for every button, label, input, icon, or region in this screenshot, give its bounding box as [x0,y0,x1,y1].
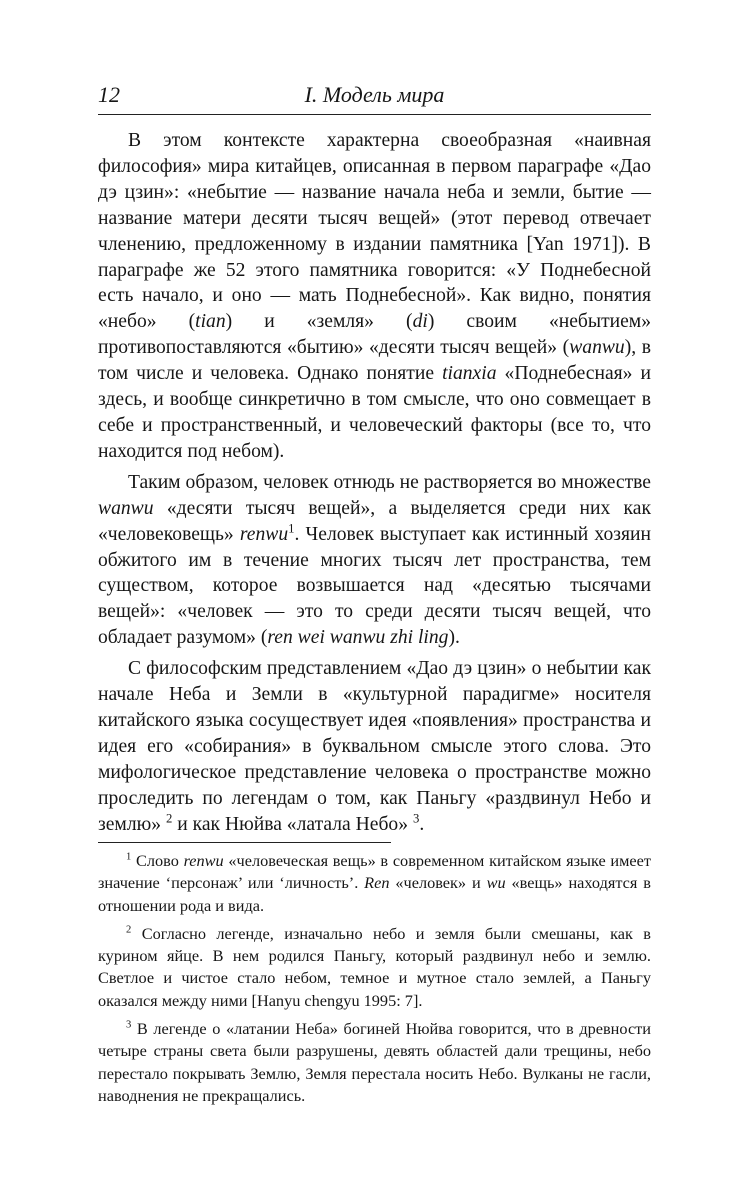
footnote-number: 3 [126,1019,132,1031]
page-number: 12 [98,82,120,107]
footnote-rule [98,842,391,843]
main-text [98,128,651,837]
footnote-ref-2[interactable]: 2 [165,810,173,825]
footnote-1: $^1$ Слово renwu «человеческая вещь» в современном китайском языке имеет значение ‘персонаж’ или ‘личность’. Ren «человек» и wu «вещь» находятся в отношении рода и вида. [98,851,651,915]
header-rule [98,114,651,115]
footnote-2: $^2$ Согласно легенде, изначально небо и земля были смешаны, как в курином яйце. В нем родился Паньгу, который раздвинул небо и землю. Светлое и чистое стало небом, темное и мутное стало землей, а Паньгу оказался между ними [Hanyu chengyu 1995: 7]. [98,923,651,1010]
term-tian: tian [195,311,226,333]
footnote-ref-1[interactable]: 1 [288,520,295,535]
footnote-number: 2 [126,924,132,936]
paragraph-1: В этом контексте характерна своеобразная «наивная философия» мира китайцев, описанная в первом параграфе «Дао дэ цзин»: «небытие — название начала неба и земли, бытие — название матери десяти тысяч вещей» (этот перевод отвечает членению, предложенному в издании памятника [Yan 1971]). В параграфе же 52 этого памятника говорится: «У Поднебесной есть начало, и оно — мать Поднебесной». Как видно, понятия «небо» (tian) и «земля» (di) своим «небытием» противопоставляются «бытию» «десяти тысяч вещей» (wanwu), в том числе и человека. Однако понятие tianxia «Поднебесная» и здесь, и вообще синкретично в том смысле, что оно совмещает в себе и пространственный, и человеческий факторы (все то, что находится под небом). [98,130,652,462]
footnotes [98,850,651,1107]
footnote-ref-3[interactable]: 3 [412,810,420,825]
term-di: di [412,311,428,333]
footnote-3: $^3$ В легенде о «латании Неба» богиней Нюйва говорится, что в древности четыре страны света были разрушены, девять областей дали трещины, небо перестало покрывать Землю, Земля перестала носить Небо. Вулканы не гасли, наводнения не прекращались. [98,1019,651,1105]
term-wanwu: wanwu [98,497,154,519]
term-renwu: renwu [239,523,289,545]
page-header [98,82,651,116]
footnote-number: 1 [126,851,132,863]
term-tianxia: tianxia [442,363,497,385]
term-phrase: ren wei wanwu zhi ling [267,627,449,649]
running-title: I. Модель мира [304,82,445,107]
paragraph-3: С философским представлением «Дао дэ цзин» о небытии как начале Неба и Земли в «культурной парадигме» носителя китайского языка сосуществует идея «появления» пространства и идея его «собирания» в буквальном смысле этого слова. Это мифологическое представление человека о пространстве можно проследить по легендам о том, как Паньгу «раздвинул Небо и землю» $^2$ и как Нюйва «латала Небо» $^3$. [98,658,651,835]
paragraph-2: Таким образом, человек отнюдь не растворяется во множестве wanwu «десяти тысяч вещей», а выделяется среди них как «человековещь» renwu$^1$. Человек выступает как истинный хозяин обжитого им в течение многих тысяч лет пространства, тем существом, которое возвышается над «десятью тысячами вещей»: «человек — это то среди десяти тысяч вещей, что обладает разумом» (ren wei wanwu zhi ling). [98,471,651,649]
term-wanwu: wanwu [569,337,625,359]
